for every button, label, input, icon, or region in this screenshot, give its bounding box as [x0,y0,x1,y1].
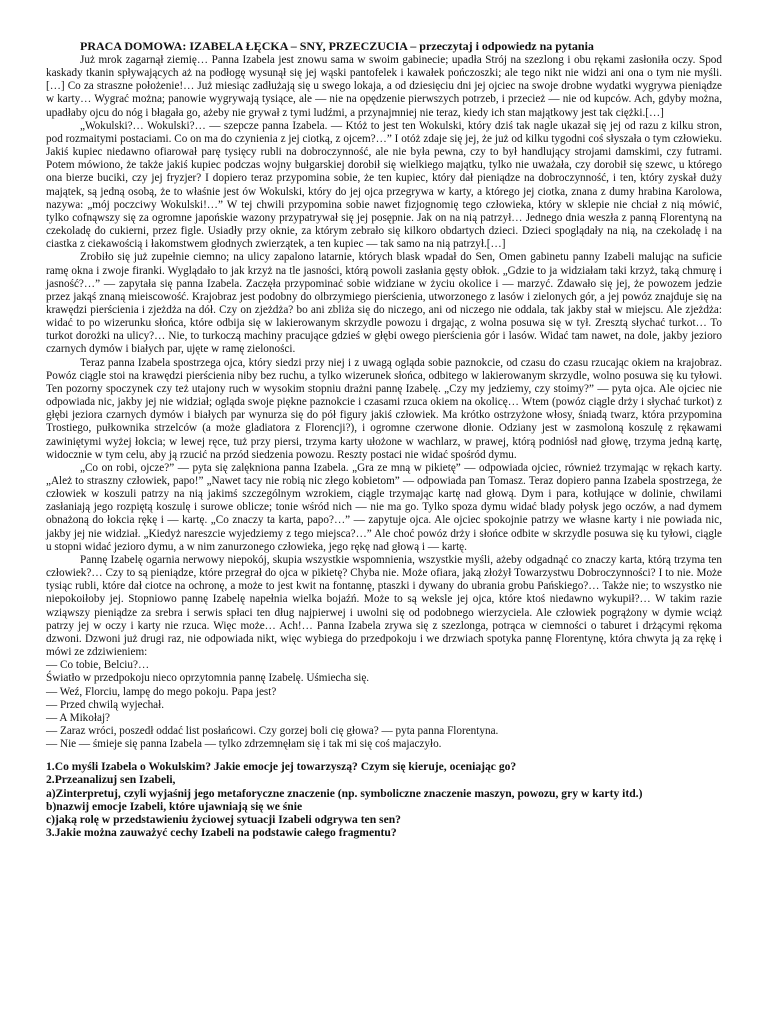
question-item: 1.Co myśli Izabela o Wokulskim? Jakie emocje jej towarzyszą? Czym się kieruje, oceniając go? [46,760,517,774]
dialogue-line: — Przed chwilą wyjechał. [46,698,165,711]
paragraph: „Wokulski?… Wokulski?… — szepcze panna Izabela. — Któż to jest ten Wokulski, który dziś tak nagle ukazał się jej od razu z kilku stron, pod rozmaitymi postaciami. Co on ma do czynienia z jej ciotką, z ojcem?…” I otóż zdaje się jej, że już od kilku tygodni coś słyszała o tym człowieku. Jakiś kupiec niedawno ofiarował parę tysięcy rubli na dobroczynność, ale nie była pewna, czy to był handlujący strojami damskimi, czy futrami. Potem mówiono, że także jakiś kupiec podczas wojny bułgarskiej dorobił się wielkiego majątku, tylko nie uważała, czy dorobił się szewc, u którego ona bierze buciki, czy jej fryzjer? I dopiero teraz przypomina sobie, że ten kupiec, który dał pieniądze na dobroczynność, i ten, który zyskał duży majątek, są jedną osobą, że to właśnie jest ów Wokulski, który do jej ojca przegrywa w karty, a którego jej ciotka, znana z dumy hrabina Karolowa, nazywa: „mój poczciwy Wokulski!…” W tej chwili przypomina sobie nawet fizjognomię tego człowieka, który w sklepie nie chciał z nią mówić, tylko cofnąwszy się za ogromne japońskie wazony przypatrywał się jej posępnie. Jak on na nią patrzył… Jednego dnia weszła z panną Florentyną na czekoladę do cukierni, przez figle. Usiadły przy oknie, za którym zebrało się kilkoro obdartych dzieci. Dzieci spoglądały na nią, na czekoladę i na ciastka z ciekawością i łakomstwem głodnych zwierzątek, a ten kupiec — tak samo na nią patrzył.[…] [46,119,722,251]
dialogue-line: — Nie — śmieje się panna Izabela — tylko zdrzemnęłam się i tak mi się coś majaczyło. [46,738,442,751]
paragraph: Pannę Izabelę ogarnia nerwowy niepokój, skupia wszystkie wspomnienia, wszystkie myśli, ażeby odgadnąć co znaczy karta, którą trzyma ten człowiek?… Czy to są pieniądze, które przegrał do ojca w pikietę? Chyba nie. Może ofiara, jaką złożył Towarzystwu Dobroczynności? I to nie. Może tysiąc rubli, które dał ciotce na ochronę, a może to jest kwit na fontannę, ptaszki i dywany do ubrania grobu Pańskiego?… Także nie; to wszystko nie niepokoiłoby jej. Stopniowo pannę Izabelę napełnia wielka bojaźń. Może to są weksle jej ojca, które ktoś niedawno wykupił?… W takim razie wziąwszy pieniądze za srebra i serwis spłaci ten dług najpierwej i uwolni się od podobnego wierzyciela. Ale człowiek pogrążony w dymie wciąż patrzy jej w oczy i karty nie rzuca. Więc może… Ach!… Panna Izabela zrywa się z szezlonga, potrąca w ciemności o taburet i drżącymi rękoma dzwoni. Dzwoni już drugi raz, nie odpowiada nikt, więc wybiega do przedpokoju i we drzwiach spotyka pannę Florentynę, która chwyta ją za rękę i mówi ze zdziwieniem: [46,553,722,659]
dialogue-line: — A Mikołaj? [46,711,111,724]
questions-list [46,760,722,839]
page-title: PRACA DOMOWA: IZABELA ŁĘCKA – SNY, PRZECZUCIA – przeczytaj i odpowiedz na pytania [80,39,594,53]
paragraph: Zrobiło się już zupełnie ciemno; na ulicy zapalono latarnie, których blask wpadał do Sen, Omen gabinetu panny Izabeli malując na suficie ramę okna i zwoje firanki. Wyglądało to jak krzyż na tle jasności, którą powoli zasłania gęsty obłok. „Gdzie to ja widziałam taki krzyż, taką chmurę i jasność?…” — zapytała się panna Izabela. Zaczęła przypominać sobie widziane w życiu okolice i — marzyć. Zdawało się jej, że powozem jedzie przez jakąś znaną mieiscowość. Krajobraz jest podobny do olbrzymiego pierścienia, utworzonego z lasów i zielonych gór, a jej powóz znajduje się na krawędzi pierścienia i zjeżdża na dół. Czy on zjeżdża? bo ani zbliża się do niczego, ani od niczego nie oddala, tak jakby stał w miejscu. Ale zjeżdża: widać to po wizerunku słońca, które odbija się w lakierowanym skrzydle powozu i drgając, z wolna posuwa się w tył. Zresztą słychać turkot… To turkot dorożki na ulicy?… Nie, to turkoczą machiny pracujące gdzieś w głębi owego pierścienia gór i lasów. Widać tam nawet, na dole, jakby jezioro czarnych dymów i białych par, ujęte w ramę zieloności. [46,251,722,356]
question-item: 2.Przeanalizuj sen Izabeli, [46,773,176,787]
paragraph: „Co on robi, ojcze?” — pyta się zalękniona panna Izabela. „Gra ze mną w pikietę” — odpowiada ojciec, również trzymając w rękach karty. „Ależ to straszny człowiek, papo!” „Nawet tacy nie robią nic złego kobietom” — odpowiada pan Tomasz. Teraz dopiero panna Izabela spostrzega, że człowiek w koszuli patrzy na nią jakimś szczególnym wzrokiem, ciągle trzymając kartę nad głową. Dym i para, kotłujące w dolinie, chwilami zasłaniają jego rozpiętą koszulę i surowe oblicze; tonie wśród nich — nie ma go. Tylko spoza dymu widać blady połysk jego oczów, a nad dymem obnażoną do łokcia rękę i — kartę. „Co znaczy ta karta, papo?…” — zapytuje ojca. Ale ojciec spokojnie patrzy we własne karty i nie powiada nic, jakby jej nie widział. „Kiedyż nareszcie wyjedziemy z tego miejsca?…” Ale choć powóz drży i słońce odbite w skrzydle posuwa się ku tyłowi, ciągle u stopni widać jezioro dymu, a w nim zanurzonego człowieka, jego rękę nad głową i — kartę. [46,461,722,553]
dialogue-line: — Weź, Florciu, lampę do mego pokoju. Papa jest? [46,685,277,698]
question-item: c)jaką rolę w przedstawieniu życiowej sytuacji Izabeli odgrywa ten sen? [46,813,401,827]
paragraph: Teraz panna Izabela spostrzega ojca, który siedzi przy niej i z uwagą ogląda sobie paznokcie, od czasu do czasu rzucając okiem na krajobraz. Powóz ciągle stoi na krawędzi pierścienia niby bez ruchu, a tylko wizerunek słońca, odbitego w lakierowanym skrzydle, wolno posuwa się ku tyłowi. Ten pozorny spoczynek czy też utajony ruch w wysokim stopniu drażni pannę Izabelę. „Czy my jedziemy, czy stoimy?” — pyta ojca. Ale ojciec nie odpowiada nic, jakby jej nie widział; ogląda swoje piękne paznokcie i czasami rzuca okiem na okolicę… Wtem (powóz ciągle drży i słychać turkot) z głębi jeziora czarnych dymów i białych par wynurza się do pół figury jakiś człowiek. Ma krótko ostrzyżone włosy, śniadą twarz, która przypomina Trostiego, pułkownika strzelców (a może gladiatora z Florencji?), i ogromne czerwone dłonie. Odziany jest w zasmoloną koszulę z rękawami zawiniętymi wyżej łokcia; w lewej ręce, tuż przy piersi, trzyma karty ułożone w wachlarz, w prawej, którą podniósł nad głowę, trzyma jedną kartę, widocznie w tym celu, aby ją rzucić na przód siedzenia powozu. Reszty postaci nie widać spośród dymu. [46,356,722,461]
dialogue-line: — Zaraz wróci, poszedł oddać list posłańcowi. Czy gorzej boli cię głowa? — pyta panna Florentyna. [46,724,499,737]
question-item: a)Zinterpretuj, czyli wyjaśnij jego metaforyczne znaczenie (np. symboliczne znaczenie maszyn, powozu, gry w karty itd.) [46,786,643,800]
question-item: b)nazwij emocje Izabeli, które ujawniają się we śnie [46,799,303,813]
excerpt-text [46,54,722,751]
paragraph: Już mrok zagarnął ziemię… Panna Izabela jest znowu sama w swoim gabinecie; upadła Strój na szezlong i obu rękami zasłoniła oczy. Spod kaskady tkanin spływających aż na podłogę wysunął się jej wąski pantofelek i kawałek pończoszki; ale tego nikt nie widzi ani ona o tym nie myśli.[…] Co za straszne położenie!… Już miesiąc zadłużają się u swego lokaja, a od dziesięciu dni jej ojciec na swoje drobne wydatki wygrywa pieniądze w karty… Wygrać można; panowie wygrywają tysiące, ale — nie na opędzenie pierwszych potrzeb, i przecież — nie od kupców. Ach, gdyby można, upadłaby ojcu do nóg i błagała go, ażeby nie grywał z tymi ludźmi, a przynajmniej nie teraz, kiedy ich stan majątkowy jest tak ciężki.[…] [46,54,722,119]
dialogue-line: — Co tobie, Belciu?… [46,659,150,672]
dialogue-line: Światło w przedpokoju nieco oprzytomnia pannę Izabelę. Uśmiecha się. [46,672,370,685]
question-item: 3.Jakie można zauważyć cechy Izabeli na podstawie całego fragmentu? [46,826,397,840]
